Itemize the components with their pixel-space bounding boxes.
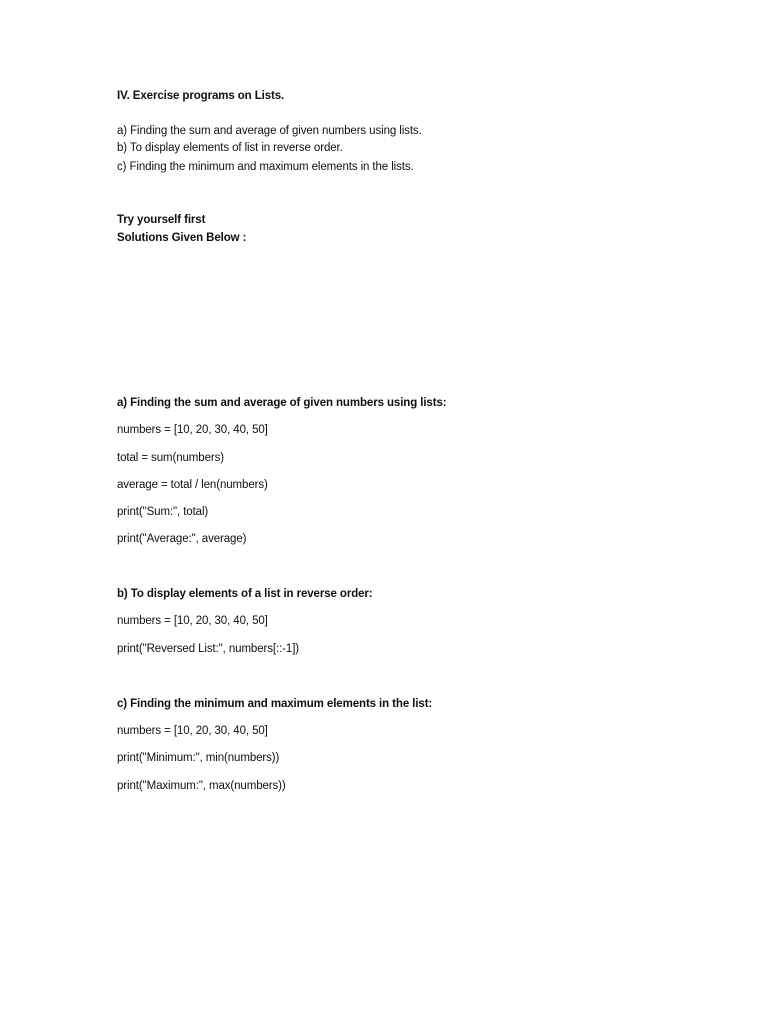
section-heading: IV. Exercise programs on Lists. bbox=[117, 90, 285, 102]
try-yourself-label: Try yourself first bbox=[117, 214, 206, 226]
task-a: a) Finding the sum and average of given numbers using lists. bbox=[117, 125, 422, 137]
solution-a-code-line: numbers = [10, 20, 30, 40, 50] bbox=[117, 424, 268, 436]
solution-b-code-line: print("Reversed List:", numbers[::-1]) bbox=[117, 643, 300, 655]
solution-a-code-line: total = sum(numbers) bbox=[117, 452, 224, 464]
solution-c-code-line: numbers = [10, 20, 30, 40, 50] bbox=[117, 725, 268, 737]
solution-b-code-line: numbers = [10, 20, 30, 40, 50] bbox=[117, 615, 268, 627]
task-b: b) To display elements of list in reverse order. bbox=[117, 142, 343, 154]
solution-b-title: b) To display elements of a list in reverse order: bbox=[117, 588, 373, 600]
solution-c-code-line: print("Minimum:", min(numbers)) bbox=[117, 752, 280, 764]
solution-a-title: a) Finding the sum and average of given numbers using lists: bbox=[117, 397, 447, 409]
solution-c-code-line: print("Maximum:", max(numbers)) bbox=[117, 780, 286, 792]
solutions-label: Solutions Given Below : bbox=[117, 232, 247, 244]
task-c: c) Finding the minimum and maximum elements in the lists. bbox=[117, 161, 414, 173]
solution-a-code-line: print("Sum:", total) bbox=[117, 506, 209, 518]
solution-a-code-line: print("Average:", average) bbox=[117, 533, 247, 545]
solution-c-title: c) Finding the minimum and maximum elements in the list: bbox=[117, 698, 433, 710]
solution-a-code-line: average = total / len(numbers) bbox=[117, 479, 268, 491]
